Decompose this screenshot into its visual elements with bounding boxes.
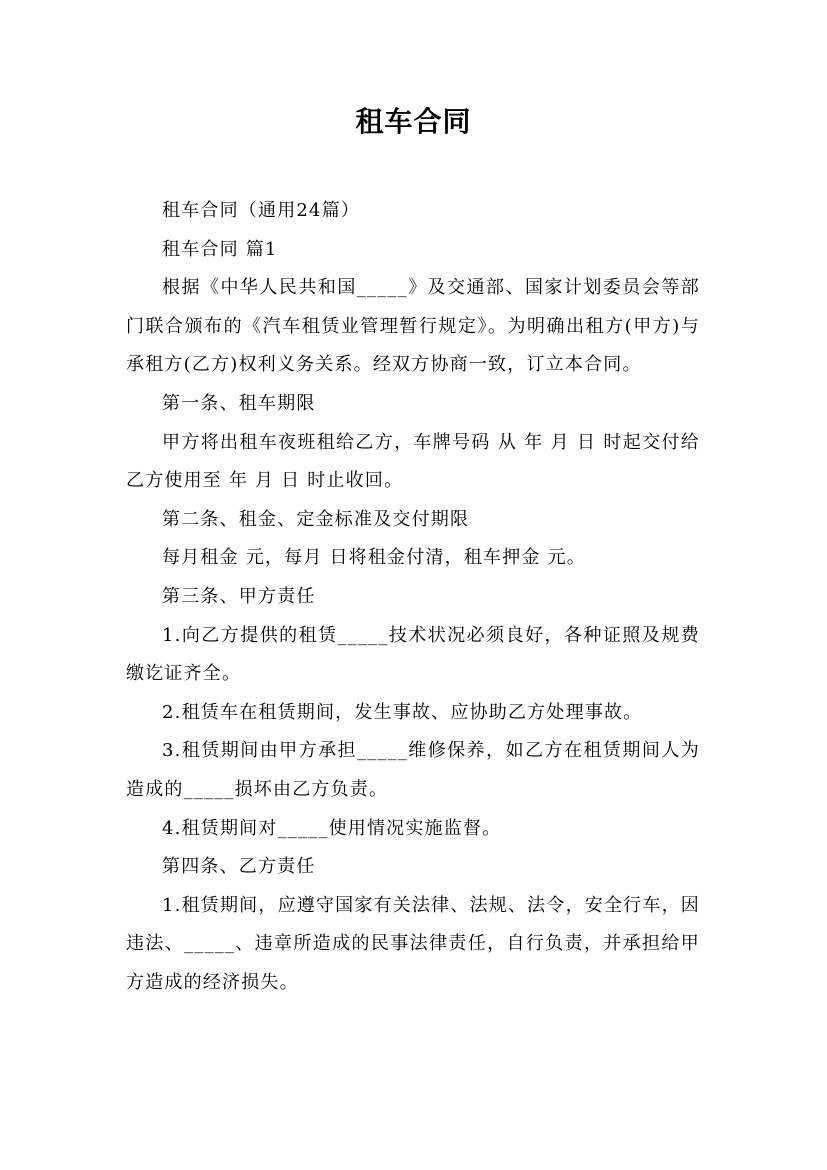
document-title: 租车合同 bbox=[355, 105, 472, 138]
paragraph-article-1-body: 甲方将出租车夜班租给乙方，车牌号码 从 年 月 日 时起交付给乙方使用至 年 月 日 时止收回。 bbox=[126, 431, 700, 492]
paragraph-section-heading: 租车合同 篇1 bbox=[162, 238, 278, 260]
paragraph-article-3-item-3: 3.租赁期间由甲方承担_____维修保养，如乙方在租赁期间人为造成的_____损坏由乙方负责。 bbox=[126, 740, 700, 800]
paragraph-article-2-body: 每月租金 元，每月 日将租金付清，租车押金 元。 bbox=[162, 547, 586, 569]
paragraph-article-3-item-4: 4.租赁期间对_____使用情况实施监督。 bbox=[162, 817, 502, 839]
paragraph-article-1-heading: 第一条、租车期限 bbox=[162, 392, 316, 414]
paragraph-subtitle: 租车合同（通用24篇） bbox=[162, 200, 361, 221]
paragraph-article-2-heading: 第二条、租金、定金标准及交付期限 bbox=[162, 508, 470, 530]
paragraph-article-3-item-1: 1.向乙方提供的租赁_____技术状况必须良好，各种证照及规费缴讫证齐全。 bbox=[126, 624, 700, 685]
paragraph-article-4-heading: 第四条、乙方责任 bbox=[162, 856, 316, 878]
paragraph-article-3-item-2: 2.租赁车在租赁期间，发生事故、应协助乙方处理事故。 bbox=[162, 701, 643, 723]
paragraph-article-4-item-1: 1.租赁期间，应遵守国家有关法律、法规、法令，安全行车，因违法、_____、违章所造成的民事法律责任，自行负责，并承担给甲方造成的经济损失。 bbox=[126, 894, 700, 993]
paragraph-article-3-heading: 第三条、甲方责任 bbox=[162, 585, 316, 607]
document-body bbox=[126, 192, 700, 1002]
paragraph-preamble: 根据《中华人民共和国_____》及交通部、国家计划委员会等部门联合颁布的《汽车租赁业管理暂行规定》。为明确出租方(甲方)与承租方(乙方)权利义务关系。经双方协商一致，订立本合同。 bbox=[126, 277, 700, 376]
